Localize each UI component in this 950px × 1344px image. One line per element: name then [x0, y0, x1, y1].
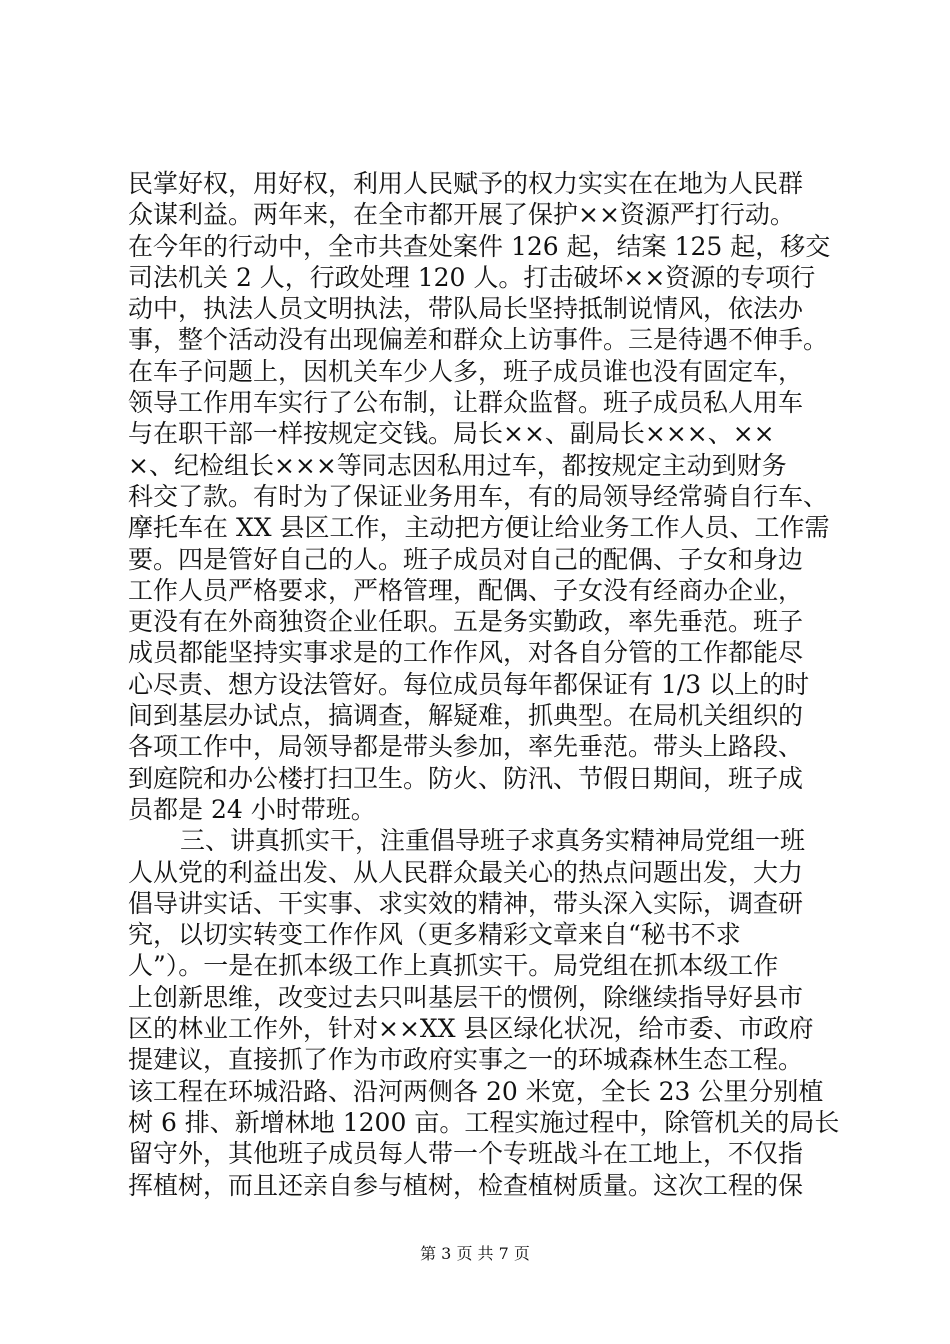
- text-line: 树 6 排、新增林地 1200 亩。工程实施过程中，除管机关的局长: [128, 1107, 840, 1137]
- text-line: 员都是 24 小时带班。: [128, 794, 376, 824]
- text-line: 区的林业工作外，针对××XX 县区绿化状况，给市委、市政府: [128, 1014, 814, 1044]
- text-line: 提建议，直接抓了作为市政府实事之一的环城森林生态工程。: [128, 1045, 804, 1075]
- text-line: 民掌好权，用好权，利用人民赋予的权力实实在在地为人民群: [128, 169, 804, 198]
- text-line: 动中，执法人员文明执法，带队局长坚持抵制说情风，依法办: [128, 294, 804, 324]
- text-line: 各项工作中，局领导都是带头参加，率先垂范。带头上路段、: [128, 732, 804, 762]
- section-heading-line: 三、讲真抓实干，注重倡导班子求真务实精神局党组一班: [180, 826, 806, 856]
- text-line: 领导工作用车实行了公布制，让群众监督。班子成员私人用车: [128, 388, 804, 418]
- text-line: 摩托车在 XX 县区工作，主动把方便让给业务工作人员、工作需: [128, 513, 830, 543]
- text-line: 事，整个活动没有出现偏差和群众上访事件。三是待遇不伸手。: [128, 325, 829, 355]
- text-line: 人从党的利益出发、从人民群众最关心的热点问题出发，大力: [128, 857, 804, 887]
- text-line: 该工程在环城沿路、沿河两侧各 20 米宽，全长 23 公里分别植: [128, 1076, 824, 1106]
- text-line: 间到基层办试点，搞调查，解疑难，抓典型。在局机关组织的: [128, 701, 804, 731]
- text-line: 众谋利益。两年来，在全市都开展了保护××资源严打行动。: [128, 200, 795, 230]
- text-line: 司法机关 2 人，行政处理 120 人。打击破坏××资源的专项行: [128, 262, 816, 292]
- text-line: ×、纪检组长×××等同志因私用过车，都按规定主动到财务: [128, 450, 787, 480]
- text-line: 工作人员严格要求，严格管理，配偶、子女没有经商办企业，: [128, 575, 804, 605]
- text-line: 上创新思维，改变过去只叫基层干的惯例，除继续指导好县市: [128, 982, 804, 1012]
- text-line: 挥植树，而且还亲自参与植树，检查植树质量。这次工程的保: [128, 1170, 804, 1200]
- text-line: 要。四是管好自己的人。班子成员对自己的配偶、子女和身边: [128, 544, 804, 574]
- text-line: 更没有在外商独资企业任职。五是务实勤政，率先垂范。班子: [128, 607, 804, 637]
- text-line: 心尽责、想方设法管好。每位成员每年都保证有 1/3 以上的时: [128, 669, 810, 699]
- body-text: [128, 168, 840, 1201]
- text-line: 倡导讲实话、干实事、求实效的精神，带头深入实际，调查研: [128, 888, 804, 918]
- text-line: 在今年的行动中，全市共查处案件 126 起，结案 125 起，移交: [128, 231, 831, 261]
- page-number-footer: 第 3 页 共 7 页: [420, 1244, 530, 1263]
- text-line: 究，以切实转变工作作风（更多精彩文章来自“秘书不求: [128, 920, 741, 950]
- text-line: 科交了款。有时为了保证业务用车，有的局领导经常骑自行车、: [128, 481, 829, 511]
- text-line: 在车子问题上，因机关车少人多，班子成员谁也没有固定车，: [128, 356, 804, 386]
- text-line: 人”）。一是在抓本级工作上真抓实干。局党组在抓本级工作: [128, 951, 779, 981]
- text-line: 成员都能坚持实事求是的工作作风，对各自分管的工作都能尽: [128, 638, 804, 668]
- text-line: 留守外，其他班子成员每人带一个专班战斗在工地上，不仅指: [128, 1139, 804, 1169]
- text-line: 到庭院和办公楼打扫卫生。防火、防汛、节假日期间，班子成: [128, 763, 804, 793]
- text-line: 与在职干部一样按规定交钱。局长××、副局长×××、××: [128, 419, 775, 449]
